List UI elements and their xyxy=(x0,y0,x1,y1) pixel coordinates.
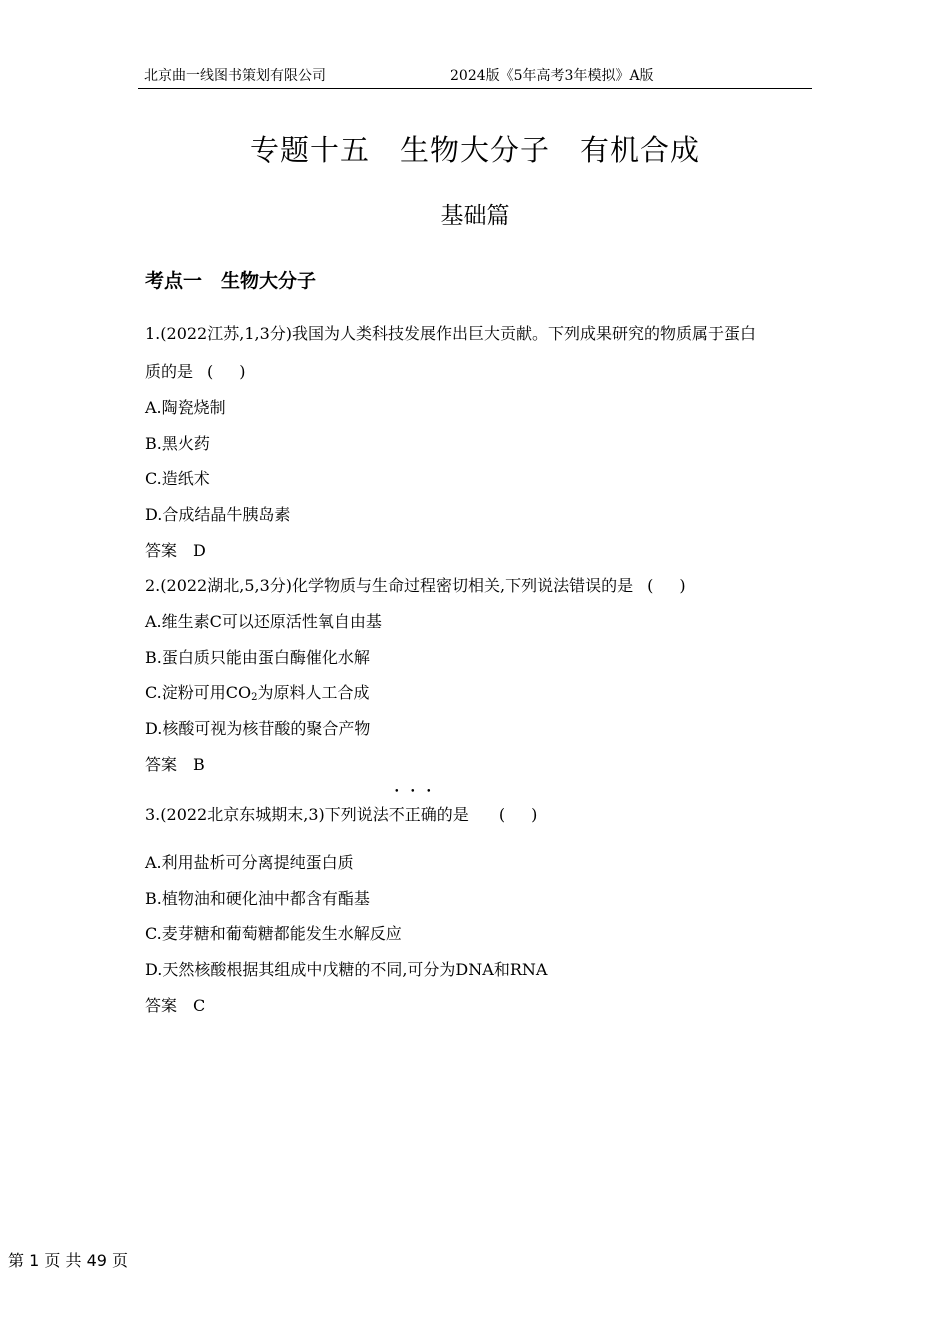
question-3-answer: 答案 C xyxy=(145,996,206,1015)
question-1-option-d: D.合成结晶牛胰岛素 xyxy=(145,505,291,524)
footer-prefix: 第 xyxy=(8,1251,25,1270)
page-title: 专题十五 生物大分子 有机合成 xyxy=(249,133,700,167)
emphasis-dot-char: 不 xyxy=(388,805,405,824)
emphasis-dot-char: 正 xyxy=(404,805,421,824)
page-footer xyxy=(8,1249,128,1273)
answer-paren-open: ( xyxy=(647,576,654,595)
question-3-option-c: C.麦芽糖和葡萄糖都能发生水解反应 xyxy=(145,924,402,943)
answer-paren-close: ) xyxy=(679,576,686,595)
answer-paren-open: ( xyxy=(207,362,214,381)
question-3-stem-end: 的是 xyxy=(436,805,469,824)
question-1-answer: 答案 D xyxy=(145,541,206,560)
subscript-2: 2 xyxy=(251,692,258,703)
question-3-stem-text: 3.(2022北京东城期末,3)下列说法 xyxy=(145,805,389,824)
page-subtitle: 基础篇 xyxy=(440,203,510,229)
question-1-option-c: C.造纸术 xyxy=(145,469,210,488)
current-page-number: 1 xyxy=(29,1251,40,1270)
footer-suffix: 页 xyxy=(112,1251,129,1270)
question-1-stem-line2 xyxy=(145,360,246,384)
question-1-stem-line1: 1.(2022江苏,1,3分)我国为人类科技发展作出巨大贡献。下列成果研究的物质属于蛋白 xyxy=(145,324,757,343)
emphasis-dot-char: 确 xyxy=(420,805,437,824)
answer-paren-close: ) xyxy=(239,362,246,381)
question-2-stem xyxy=(145,574,686,598)
question-1-option-b: B.黑火药 xyxy=(145,434,210,453)
question-3-option-a: A.利用盐析可分离提纯蛋白质 xyxy=(145,853,354,872)
question-3-stem xyxy=(145,803,537,827)
footer-middle: 页 共 xyxy=(44,1251,82,1270)
total-page-count: 49 xyxy=(86,1251,107,1270)
header-book-title: 2024版《5年高考3年模拟》A版 xyxy=(450,68,654,84)
question-1-option-a: A.陶瓷烧制 xyxy=(145,398,226,417)
answer-paren-open: ( xyxy=(498,805,506,824)
question-3-option-d: D.天然核酸根据其组成中戊糖的不同,可分为DNA和RNA xyxy=(145,960,548,979)
question-2-option-b: B.蛋白质只能由蛋白酶催化水解 xyxy=(145,648,370,667)
option-c-text: C.淀粉可用CO xyxy=(145,683,252,702)
section-heading: 考点一 生物大分子 xyxy=(145,270,317,292)
question-2-answer: 答案 B xyxy=(145,755,205,774)
page-header xyxy=(138,66,812,89)
question-1-stem-text: 质的是 xyxy=(145,362,194,381)
option-c-text-rest: 为原料人工合成 xyxy=(257,683,370,702)
question-2-stem-text: 2.(2022湖北,5,3分)化学物质与生命过程密切相关,下列说法错误的是 xyxy=(145,576,634,595)
question-2-option-c xyxy=(145,681,370,705)
header-publisher: 北京曲一线图书策划有限公司 xyxy=(144,68,326,84)
question-3-option-b: B.植物油和硬化油中都含有酯基 xyxy=(145,889,370,908)
answer-paren-close: ) xyxy=(531,805,538,824)
question-2-option-a: A.维生素C可以还原活性氧自由基 xyxy=(145,612,382,631)
question-2-option-d: D.核酸可视为核苷酸的聚合产物 xyxy=(145,719,371,738)
